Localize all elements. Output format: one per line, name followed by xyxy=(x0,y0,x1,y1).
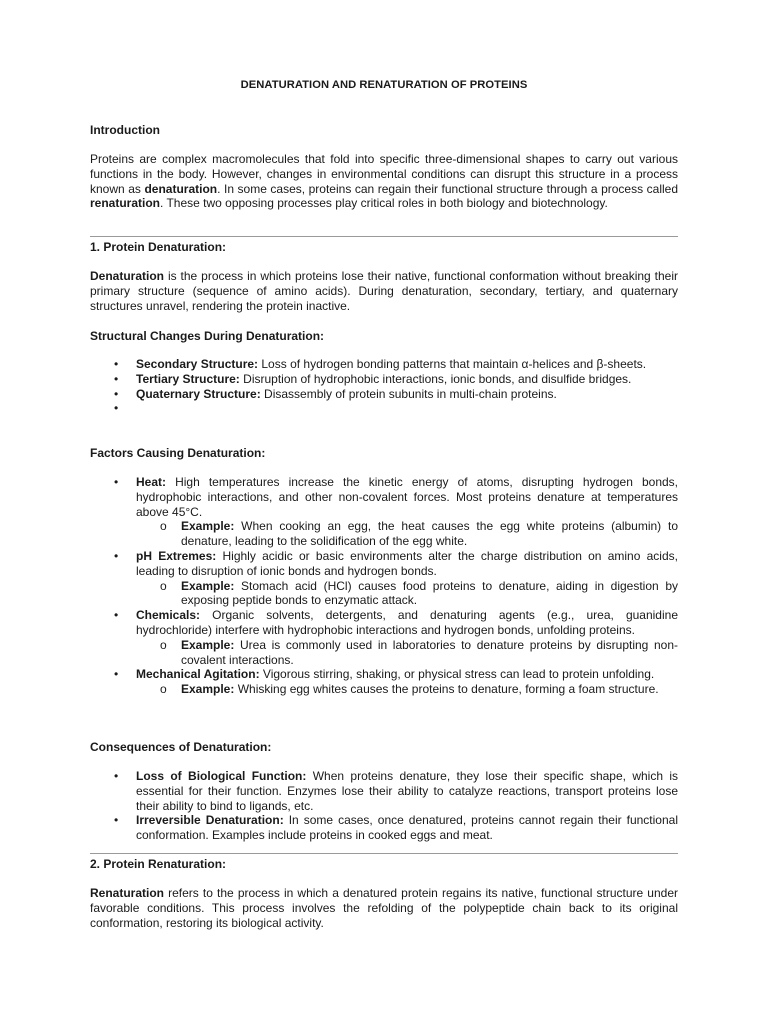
bullet-icon: • xyxy=(114,475,119,489)
sub-list xyxy=(136,638,678,668)
circle-bullet-icon: o xyxy=(160,519,167,534)
list-item: • Quaternary Structure: Disassembly of protein subunits in multi-chain proteins. xyxy=(114,386,557,401)
bullet-icon: • xyxy=(114,769,119,783)
sub-list xyxy=(136,682,678,697)
section-divider xyxy=(90,853,678,854)
consequences-heading: Consequences of Denaturation: xyxy=(90,740,272,754)
section1-heading: 1. Protein Denaturation: xyxy=(90,240,227,254)
document-title: DENATURATION AND RENATURATION OF PROTEINS xyxy=(240,79,528,91)
factors-heading: Factors Causing Denaturation: xyxy=(90,446,266,460)
example-item: o Example: Urea is commonly used in laboratories to denature proteins by disrupting non-covalent interactions. xyxy=(160,637,678,667)
renaturation-definition: Renaturation refers to the process in which a denatured protein regains its native, functional structure under favorable conditions. This process involves the refolding of the polypeptide chain back to its original conformation, restoring its biological activity. xyxy=(90,886,678,930)
structural-changes-heading: Structural Changes During Denaturation: xyxy=(90,329,325,343)
example-item: o Example: When cooking an egg, the heat causes the egg white proteins (albumin) to denature, leading to the solidification of the egg white. xyxy=(160,519,678,549)
list-item: • Mechanical Agitation: Vigorous stirring, shaking, or physical stress can lead to protein unfolding. o Example: Whisking egg whites causes the proteins to denature, forming a foam structure. xyxy=(90,667,678,697)
list-item: • Heat: High temperatures increase the kinetic energy of atoms, disrupting hydrogen bonds, hydrophobic interactions, and other non-covalent forces. Most proteins denature at temperatures above 45°C. o Example: When cooking an egg, the heat causes the egg white proteins (albumin) to denature, leading to the solidification of the egg white. xyxy=(114,475,678,549)
section2-heading: 2. Protein Renaturation: xyxy=(90,857,227,871)
bullet-icon: • xyxy=(114,357,119,371)
list-item: • Loss of Biological Function: When proteins denature, they lose their specific shape, which is essential for their function. Enzymes lose their ability to catalyze reactions, transport proteins lose their ability to bind to ligands, etc. xyxy=(114,769,679,813)
bullet-icon: • xyxy=(114,386,119,401)
list-item-empty xyxy=(90,401,678,416)
structural-changes-list xyxy=(90,357,678,416)
list-item: • Secondary Structure: Loss of hydrogen bonding patterns that maintain α-helices and β-sheets. xyxy=(114,357,647,371)
bullet-icon: • xyxy=(114,371,119,386)
circle-bullet-icon: o xyxy=(160,682,167,697)
factors-list xyxy=(90,475,678,697)
denaturation-definition: Denaturation is the process in which proteins lose their native, functional conformation without breaking their primary structure (sequence of amino acids). During denaturation, secondary, tertiary, and quaternary structures unravel, rendering the protein inactive. xyxy=(90,269,678,313)
example-item: o Example: Whisking egg whites causes the proteins to denature, forming a foam structure. xyxy=(160,682,659,697)
list-item: • Chemicals: Organic solvents, detergents, and denaturing agents (e.g., urea, guanidine hydrochloride) interfere with hydrophobic interactions and hydrogen bonds, unfolding proteins. o Example: Urea is commonly used in laboratories to denature proteins by disrupting non-covalent interactions. xyxy=(114,608,678,667)
list-item: • Tertiary Structure: Disruption of hydrophobic interactions, ionic bonds, and disulfide bridges. xyxy=(114,371,632,386)
sub-list xyxy=(136,519,678,549)
example-item: o Example: Stomach acid (HCl) causes food proteins to denature, aiding in digestion by exposing peptide bonds to enzymatic attack. xyxy=(160,578,678,608)
bullet-icon: • xyxy=(114,667,119,682)
bullet-icon: • xyxy=(114,813,119,828)
sub-list xyxy=(136,579,678,609)
bullet-icon: • xyxy=(114,401,119,416)
bullet-icon: • xyxy=(114,608,119,623)
bullet-icon: • xyxy=(114,548,119,563)
consequences-list xyxy=(90,769,678,843)
list-item: • pH Extremes: Highly acidic or basic environments alter the charge distribution on amino acids, leading to disruption of ionic bonds and hydrogen bonds. o Example: Stomach acid (HCl) causes food proteins to denature, aiding in digestion by exposing peptide bonds to enzymatic attack. xyxy=(114,548,678,608)
section-divider xyxy=(90,236,678,237)
list-item: • Irreversible Denaturation: In some cases, once denatured, proteins cannot regain their functional conformation. Examples include proteins in cooked eggs and meat. xyxy=(114,813,678,843)
intro-paragraph: Proteins are complex macromolecules that fold into specific three-dimensional shapes to carry out various functions in the body. However, changes in environmental conditions can disrupt this structure in a process known as denaturation. In some cases, proteins can regain their functional structure through a process called renaturation. These two opposing processes play critical roles in both biology and biotechnology. xyxy=(90,152,678,211)
circle-bullet-icon: o xyxy=(160,578,167,593)
circle-bullet-icon: o xyxy=(160,637,167,652)
intro-heading: Introduction xyxy=(90,123,160,137)
